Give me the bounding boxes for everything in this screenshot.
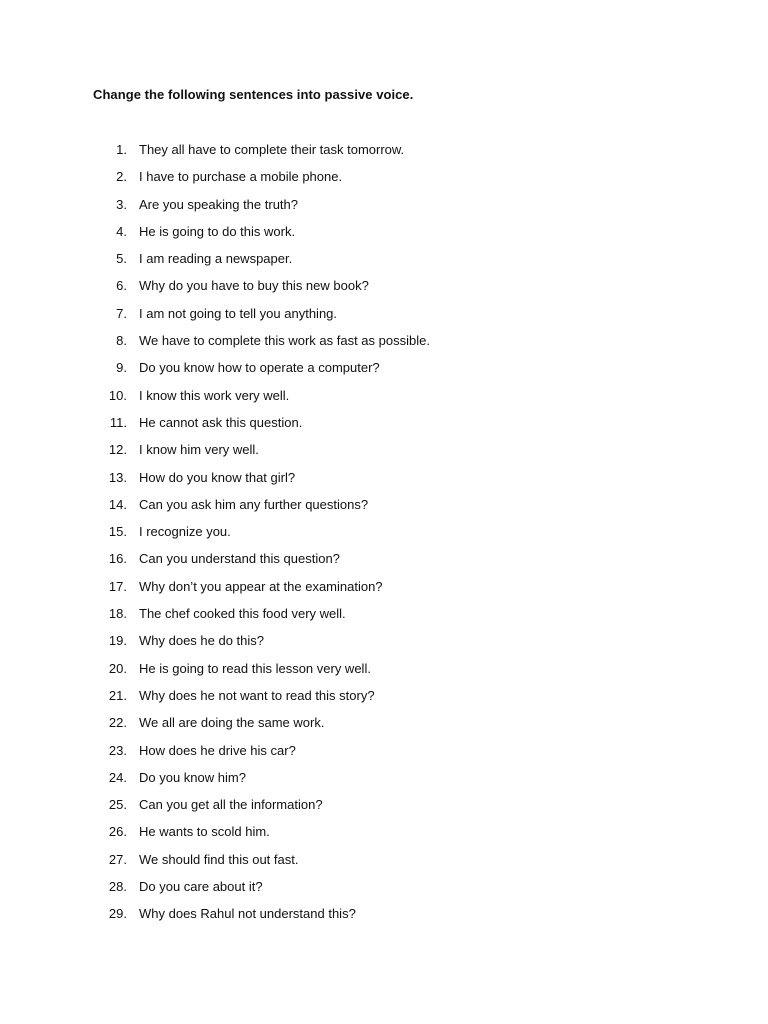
item-number: 11. xyxy=(109,414,127,430)
item-number: 24. xyxy=(108,769,127,785)
item-text: The chef cooked this food very well. xyxy=(139,606,346,622)
list-item xyxy=(0,277,768,304)
item-number: 29. xyxy=(108,906,127,922)
list-item xyxy=(0,250,768,277)
list-item xyxy=(0,823,768,850)
item-text: Why do you have to buy this new book? xyxy=(139,278,369,294)
item-number: 7. xyxy=(116,305,127,321)
item-number: 12. xyxy=(108,442,127,458)
item-number: 16. xyxy=(108,551,127,567)
list-item xyxy=(0,851,768,878)
list-item xyxy=(0,387,768,414)
list-item xyxy=(0,660,768,687)
document-heading: Change the following sentences into passive voice. xyxy=(93,87,414,102)
item-text: Can you get all the information? xyxy=(139,797,323,813)
item-text: I am reading a newspaper. xyxy=(139,251,293,267)
item-text: Do you know him? xyxy=(139,769,246,785)
item-text: They all have to complete their task tomorrow. xyxy=(139,142,405,157)
item-number: 2. xyxy=(116,169,127,185)
item-number: 19. xyxy=(108,633,127,649)
list-item xyxy=(0,769,768,796)
item-text: Do you care about it? xyxy=(139,879,263,895)
item-number: 5. xyxy=(116,251,127,267)
item-number: 27. xyxy=(108,851,127,867)
item-text: Why does he not want to read this story? xyxy=(139,687,375,703)
item-number: 28. xyxy=(108,879,127,895)
item-number: 22. xyxy=(108,715,127,731)
item-text: Can you understand this question? xyxy=(139,551,340,567)
list-item xyxy=(0,196,768,223)
item-text: I have to purchase a mobile phone. xyxy=(139,169,343,185)
item-number: 15. xyxy=(108,524,127,540)
list-item xyxy=(0,605,768,632)
item-text: Why does Rahul not understand this? xyxy=(139,906,356,922)
list-item xyxy=(0,441,768,468)
item-text: I know this work very well. xyxy=(139,387,290,403)
list-item xyxy=(0,550,768,577)
item-number: 3. xyxy=(116,196,127,212)
item-text: Can you ask him any further questions? xyxy=(139,496,369,512)
list-item xyxy=(0,796,768,823)
item-text: He is going to read this lesson very well. xyxy=(139,660,371,676)
item-text: Are you speaking the truth? xyxy=(139,196,298,212)
item-number: 10. xyxy=(108,387,127,403)
list-item xyxy=(0,523,768,550)
list-item xyxy=(0,632,768,659)
list-item xyxy=(0,742,768,769)
list-item xyxy=(0,496,768,523)
item-text: I recognize you. xyxy=(139,524,231,540)
list-item xyxy=(0,878,768,905)
item-text: How does he drive his car? xyxy=(139,742,296,758)
item-number: 6. xyxy=(116,278,127,294)
item-text: Why don’t you appear at the examination? xyxy=(139,578,383,594)
item-number: 14. xyxy=(108,496,127,512)
item-text: We have to complete this work as fast as possible. xyxy=(139,333,430,349)
sentence-list xyxy=(0,141,768,933)
item-number: 9. xyxy=(116,360,127,376)
item-text: He is going to do this work. xyxy=(139,223,296,239)
list-item xyxy=(0,305,768,332)
item-text: Why does he do this? xyxy=(139,633,265,649)
list-item xyxy=(0,414,768,441)
item-number: 13. xyxy=(108,469,127,485)
list-item xyxy=(0,359,768,386)
list-item xyxy=(0,141,768,168)
item-number: 20. xyxy=(108,660,127,676)
item-text: We should find this out fast. xyxy=(139,851,299,867)
item-number: 17. xyxy=(108,578,127,594)
list-item xyxy=(0,168,768,195)
item-text: I know him very well. xyxy=(139,442,259,458)
list-item xyxy=(0,905,768,932)
item-text: We all are doing the same work. xyxy=(139,715,325,731)
item-text: He wants to scold him. xyxy=(139,824,270,840)
item-text: Do you know how to operate a computer? xyxy=(139,360,380,376)
item-number: 4. xyxy=(116,223,127,239)
item-number: 21. xyxy=(108,687,127,703)
list-item xyxy=(0,223,768,250)
list-item xyxy=(0,332,768,359)
item-number: 26. xyxy=(108,824,127,840)
item-text: He cannot ask this question. xyxy=(139,414,303,430)
item-number: 25. xyxy=(108,797,127,813)
item-number: 1. xyxy=(116,142,127,157)
item-number: 18. xyxy=(108,606,127,622)
item-number: 23. xyxy=(108,742,127,758)
list-item xyxy=(0,714,768,741)
item-text: I am not going to tell you anything. xyxy=(139,305,338,321)
list-item xyxy=(0,469,768,496)
list-item xyxy=(0,687,768,714)
item-number: 8. xyxy=(116,333,127,349)
item-text: How do you know that girl? xyxy=(139,469,296,485)
list-item xyxy=(0,578,768,605)
